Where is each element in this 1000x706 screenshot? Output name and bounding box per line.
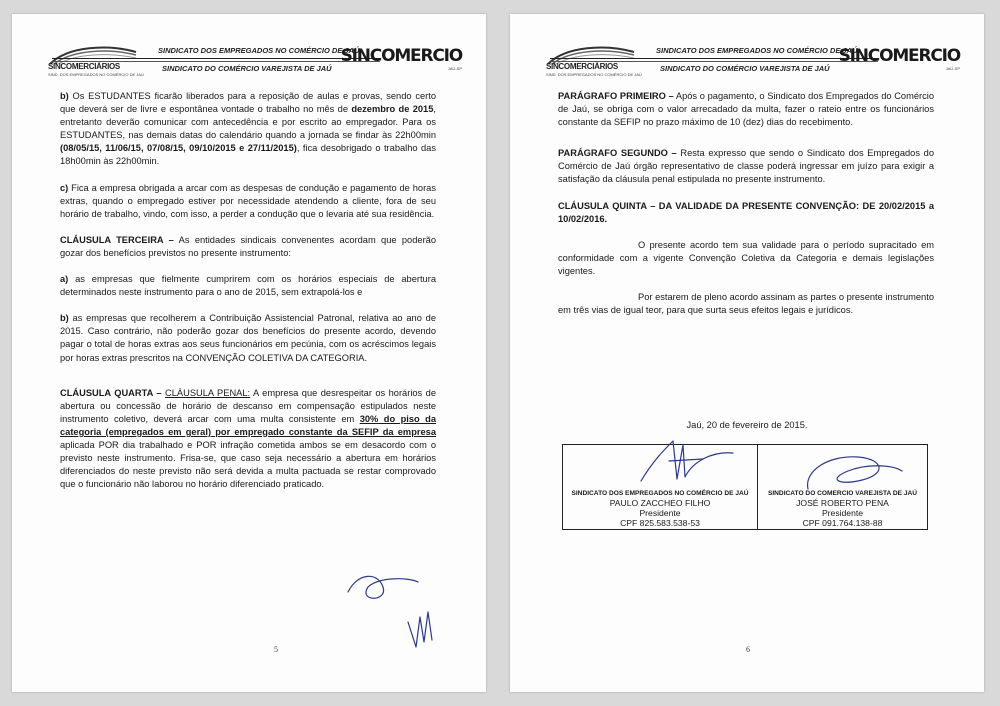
document-page-5 xyxy=(12,14,486,692)
page-5-body xyxy=(60,90,436,504)
clause-title: CLÁUSULA QUARTA – xyxy=(60,387,162,398)
logo-left-text: SINCOMERCIÁRIOS xyxy=(48,62,120,71)
signatory-role: Presidente xyxy=(639,508,681,518)
logo-left-text: SINCOMERCIÁRIOS xyxy=(546,62,618,71)
header-rule-thin xyxy=(52,61,380,62)
item-b-contribution xyxy=(60,312,436,364)
page-header xyxy=(12,36,486,86)
paragraph-title: PARÁGRAFO SEGUNDO – xyxy=(558,148,677,159)
text: Após o pagamento, o Sindicato dos Empregados do Comércio de Jaú, se obriga com o valor arrecadado da multa, fazer o rateio entre os funcionários constante da SEFIP no prazo máximo de 10 (dez) dias do recebimento. xyxy=(558,91,934,128)
sincomercio-logo xyxy=(838,46,960,71)
signature-jose xyxy=(798,451,908,495)
text: , entretanto deverão comunicar com antecedência e por escrito ao empregador. Para os ESTUDANTES, nas demais datas do calendário quando a jornada se findar às 22h00min xyxy=(60,104,436,141)
clause-title: CLÁUSULA QUINTA – DA VALIDADE DA PRESENTE CONVENÇÃO: DE 20/02/2015 a 10/02/2016. xyxy=(558,200,934,224)
text: Os ESTUDANTES ficarão liberados para a reposição de aulas e provas, sendo certo que deverá ser de livre e espontânea vontade o trabalho no mês de xyxy=(60,91,436,115)
clause-title: CLÁUSULA TERCEIRA – xyxy=(60,234,174,245)
page-6-body xyxy=(558,90,934,330)
logo-right-subtext: JAÚ-SP xyxy=(447,66,462,71)
sincomercio-logo xyxy=(340,46,462,71)
item-c-transport xyxy=(60,182,436,221)
text: as empresas que fielmente cumprirem com os horários especiais de abertura determinados neste instrumento para o ano de 2015, sem extrapolá-los e xyxy=(60,274,436,298)
agreement-paragraph: Por estarem de pleno acordo assinam as partes o presente instrumento em três vias de igual teor, para que surta seus efeitos legais e jurídicos. xyxy=(558,292,934,316)
validity-paragraph: O presente acordo tem sua validade para o período supracitado em conformidade com a vigente Convenção Coletiva da Categoria e demais legislações vigentes. xyxy=(558,239,934,276)
item-label: c) xyxy=(60,182,69,193)
item-label: b) xyxy=(60,91,69,101)
item-a-companies xyxy=(60,273,436,299)
signature-paulo xyxy=(633,431,743,493)
page-header xyxy=(510,36,984,86)
header-line-2: SINDICATO DO COMÉRCIO VAREJISTA DE JAÚ xyxy=(162,64,332,73)
paragraph-title: PARÁGRAFO PRIMEIRO – xyxy=(558,91,674,101)
page-number: 6 xyxy=(746,645,750,654)
signatory-cpf: CPF 091.764.138-88 xyxy=(802,518,883,528)
signature-retail-union xyxy=(758,445,927,529)
clause-fifth xyxy=(558,200,934,226)
signature-box xyxy=(562,444,928,530)
signature-org-label: SINDICATO DO COMERCIO VAREJISTA DE JAÚ xyxy=(767,490,918,497)
page-number: 5 xyxy=(274,645,278,654)
logo-right-text: SINCOMERCIO xyxy=(340,46,462,66)
penalty-text: 30% do piso da categoria (empregados em geral) por empregado constante da SEFIP da empresa xyxy=(60,413,436,437)
signatory-name: PAULO ZACCHEO FILHO xyxy=(609,498,711,508)
signatory-role: Presidente xyxy=(821,508,864,518)
initials-signature xyxy=(338,562,458,652)
item-label: b) xyxy=(60,313,69,324)
bold-dates: (08/05/15, 11/06/15, 07/08/15, 09/10/2015 e 27/11/2015) xyxy=(60,143,297,154)
clause-fourth xyxy=(60,387,436,492)
header-rule xyxy=(52,58,380,59)
text: Resta expresso que sendo o Sindicato dos Empregados do Comércio de Jaú órgão representativo de classe poderá ingressar em juízo para exigir a satisfação da cláusula penal estipulada no presente instrumento. xyxy=(558,148,934,185)
sincomerciarios-logo xyxy=(48,44,144,80)
text: as empresas que recolherem a Contribuição Assistencial Patronal, relativa ao ano de 2015. Caso contrário, não poderão gozar dos benefícios do presente acordo, devendo pagar o total de horas extras aos seus funcionários em pecúnia, com os acréscimos legais por horas extras prescritos na CONVENÇÃO COLETIVA DA CATEGORIA. xyxy=(60,313,436,363)
logo-right-text: SINCOMERCIO xyxy=(838,46,960,66)
clause-third xyxy=(60,234,436,260)
signature-date: Jaú, 20 de fevereiro de 2015. xyxy=(686,420,808,430)
sincomerciarios-logo xyxy=(546,44,642,80)
signature-org-label: SINDICATO DOS EMPREGADOS NO COMÉRCIO DE JAÚ xyxy=(571,490,749,497)
text: aplicada POR dia trabalhado e POR infração cometida ambos se em desacordo com o previsto neste instrumento. Frisa-se, que caso seja necessário a abertura em horários diferenciados do neste previsto não será devida a multa pactuada se restar comprovado que o funcionário não laborou no horário diferenciado praticado. xyxy=(60,439,436,490)
paragraph-second xyxy=(558,147,934,186)
bold-text: dezembro de 2015 xyxy=(351,104,434,115)
text: A empresa que desrespeitar os horários de abertura ou concessão de horário de descanso em compensação estipulados neste instrumento coletivo, deverá arcar com uma multa consistente em xyxy=(60,387,436,424)
item-b-students xyxy=(60,90,436,169)
header-rule-thin xyxy=(550,61,878,62)
header-line-1: SINDICATO DOS EMPREGADOS NO COMÉRCIO DE JAÚ xyxy=(656,46,858,55)
text: Fica a empresa obrigada a arcar com as despesas de condução e pagamento de horas extras, quando o empregado estiver por necessidade atendendo a cliente, fora de seu horário de trabalho, vindo, com isso, a perder a condução que o levaria até sua residência. xyxy=(60,182,436,219)
header-line-1: SINDICATO DOS EMPREGADOS NO COMÉRCIO DE JAÚ xyxy=(158,46,360,55)
signatory-cpf: CPF 825.583.538-53 xyxy=(620,518,700,528)
text: As entidades sindicais convenentes acordam que poderão gozar dos benefícios previstos no presente instrumento: xyxy=(60,234,436,258)
text: , fica desobrigado o trabalho das 18h00min às 22h00min. xyxy=(60,143,436,167)
signature-employees-union xyxy=(563,445,758,529)
signatory-name: JOSÉ ROBERTO PENA xyxy=(796,498,889,508)
header-line-2: SINDICATO DO COMÉRCIO VAREJISTA DE JAÚ xyxy=(660,64,830,73)
logo-right-subtext: JAÚ-SP xyxy=(945,66,960,71)
item-label: a) xyxy=(60,274,69,285)
paragraph-first xyxy=(558,90,934,129)
logo-left-subtext: SIND. DOS EMPREGADOS NO COMÉRCIO DE JAÚ xyxy=(546,72,642,77)
clause-subtitle: CLÁUSULA PENAL: xyxy=(165,387,251,398)
document-page-6 xyxy=(510,14,984,692)
header-rule xyxy=(550,58,878,59)
logo-left-subtext: SIND. DOS EMPREGADOS NO COMÉRCIO DE JAÚ xyxy=(48,72,144,77)
